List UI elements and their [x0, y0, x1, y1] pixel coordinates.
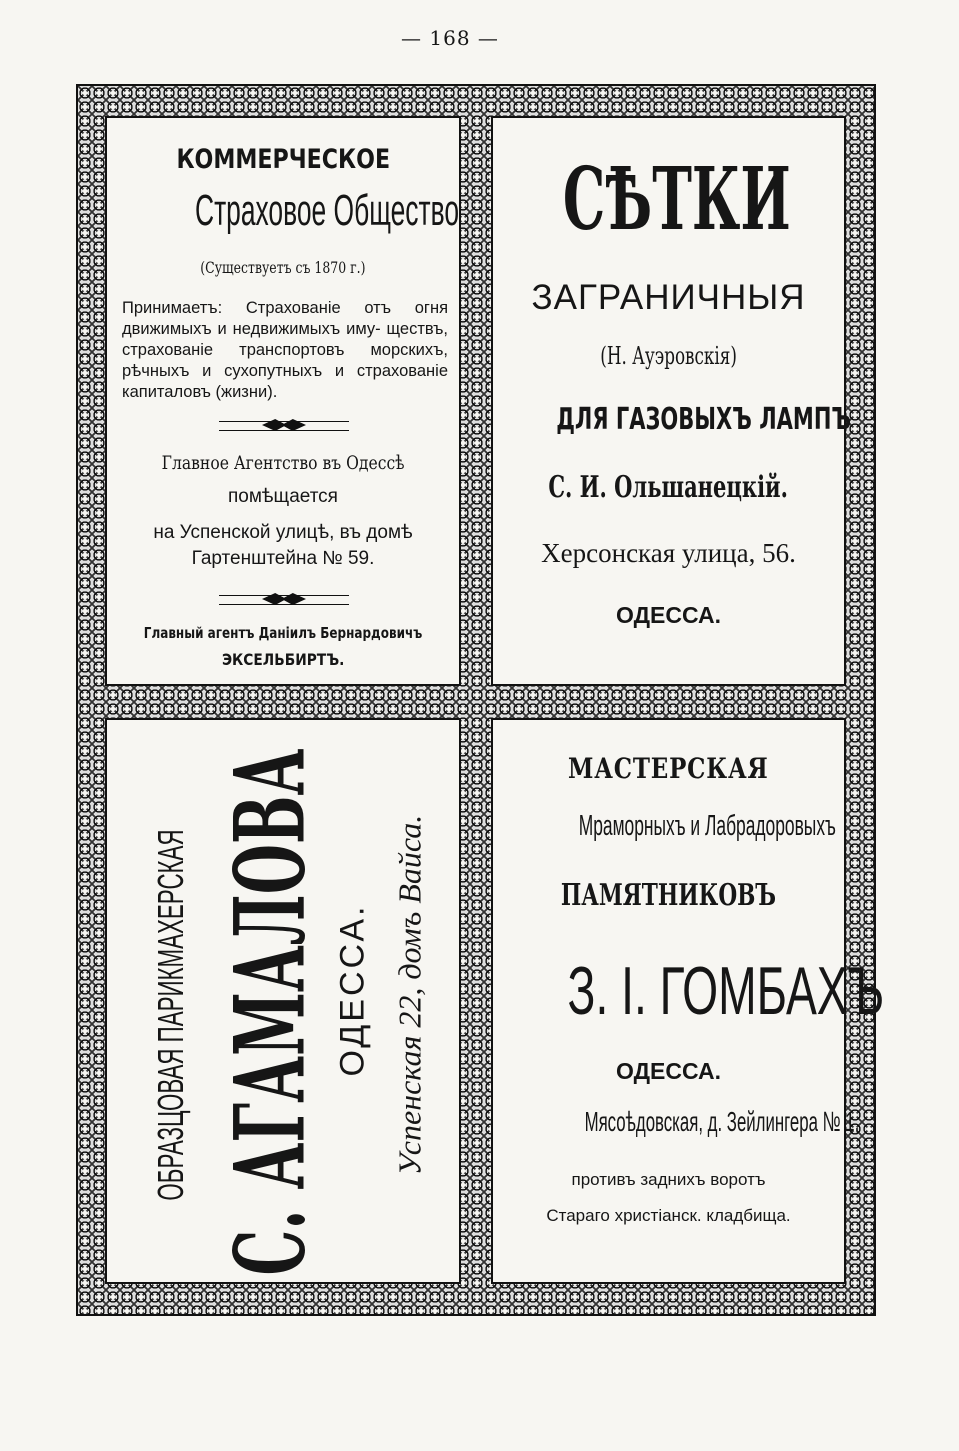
nets-title: СѢТКИ: [562, 149, 791, 250]
nets-city: ОДЕССА.: [616, 602, 721, 628]
insurance-located: помѣщается: [228, 486, 338, 507]
ad-monument-workshop: [491, 718, 885, 1284]
barber-description: ОБРАЗЦОВАЯ ПАРИКМАХЕРСКАЯ: [150, 829, 191, 1201]
workshop-city: ОДЕССА.: [616, 1058, 721, 1084]
ad-gas-lamp-nets: [491, 116, 852, 686]
ornamental-frame: [76, 84, 885, 1316]
insurance-agency: Главное Агентство въ Одессѣ: [161, 452, 405, 474]
barber-city: ОДЕССА.: [333, 903, 372, 1077]
nets-for-lamps: ДЛЯ ГАЗОВЫХЪ ЛАМПЪ: [556, 402, 852, 437]
barber-address: Успенская 22, домъ Вайса.: [391, 814, 428, 1176]
workshop-street: Мясоѣдовская, д. Зейлингера № 1,: [584, 1106, 860, 1137]
insurance-agent-surname: ЭКСЕЛЬБИРТЪ.: [221, 650, 345, 669]
barber-name: С. АГАМАЛОВА: [213, 748, 327, 1276]
nets-address: Херсонская улица, 56.: [541, 538, 796, 568]
workshop-cemetery: Стараго христіанск. кладбища.: [546, 1206, 791, 1225]
insurance-agent: Главный агентъ Даніилъ Бернардовичъ: [143, 624, 423, 642]
insurance-house: Гартенштейна № 59.: [191, 548, 375, 569]
workshop-subtitle: Мраморныхъ и Лабрадоровыхъ: [578, 810, 836, 842]
workshop-owner: З. І. ГОМБАХЪ: [567, 953, 885, 1029]
workshop-opposite: противъ заднихъ воротъ: [571, 1170, 766, 1189]
nets-foreign: ЗАГРАНИЧНЫЯ: [531, 278, 806, 317]
workshop-monuments: ПАМЯТНИКОВЪ: [560, 878, 777, 913]
insurance-body: Принимаетъ: Страхованіе отъ огня движимыхъ и недвижимыхъ иму- ществъ, страхованіе транспортовъ морскихъ, рѣчныхъ и сухопутныхъ и страхованіе капиталовъ (жизни).: [122, 299, 448, 401]
insurance-title-line2: Страховое Общество: [195, 186, 459, 235]
ornament-divider: [219, 421, 349, 431]
page-number: — 168 —: [401, 26, 499, 50]
ad-barbershop: [105, 718, 461, 1284]
insurance-since: (Существуетъ съ 1870 г.): [200, 258, 366, 277]
nets-brand: (Н. Ауэровскія): [600, 342, 737, 370]
insurance-title-line1: КОММЕРЧЕСКОЕ: [176, 144, 390, 175]
insurance-street: на Успенской улицѣ, въ домѣ: [153, 522, 413, 543]
workshop-title: МАСТЕРСКАЯ: [568, 752, 769, 785]
nets-owner: С. И. Ольшанецкій.: [548, 470, 789, 505]
